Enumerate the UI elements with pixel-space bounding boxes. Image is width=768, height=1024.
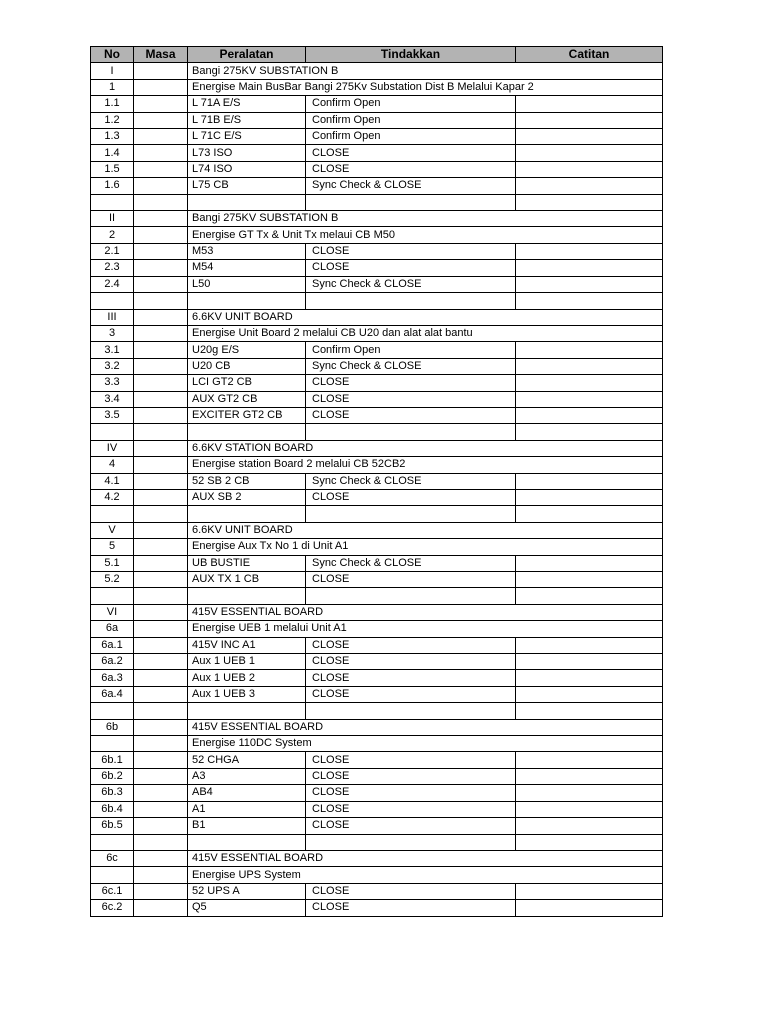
- cell-no: 5: [91, 539, 134, 555]
- cell-tindakkan: CLOSE: [306, 654, 516, 670]
- cell-catitan: [516, 145, 663, 161]
- cell-masa: [134, 293, 188, 309]
- table-row: [91, 145, 663, 161]
- cell-no: V: [91, 522, 134, 538]
- table-row: [91, 883, 663, 899]
- cell-tindakkan: CLOSE: [306, 785, 516, 801]
- cell-no: 1.5: [91, 161, 134, 177]
- cell-catitan: [516, 654, 663, 670]
- cell-no: 6c.2: [91, 900, 134, 916]
- cell-catitan: [516, 391, 663, 407]
- header-peralatan: Peralatan: [188, 47, 306, 63]
- table-row: [91, 752, 663, 768]
- cell-catitan: [516, 489, 663, 505]
- cell-catitan: [516, 588, 663, 604]
- cell-tindakkan: CLOSE: [306, 900, 516, 916]
- cell-description: Bangi 275KV SUBSTATION B: [188, 211, 663, 227]
- cell-peralatan: [188, 588, 306, 604]
- table-row: [91, 473, 663, 489]
- header-catitan: Catitan: [516, 47, 663, 63]
- cell-tindakkan: CLOSE: [306, 752, 516, 768]
- cell-catitan: [516, 506, 663, 522]
- cell-no: 6a.3: [91, 670, 134, 686]
- cell-masa: [134, 489, 188, 505]
- cell-catitan: [516, 375, 663, 391]
- cell-masa: [134, 522, 188, 538]
- cell-masa: [134, 785, 188, 801]
- cell-no: 6a.1: [91, 637, 134, 653]
- cell-no: 4.1: [91, 473, 134, 489]
- cell-tindakkan: CLOSE: [306, 883, 516, 899]
- cell-masa: [134, 260, 188, 276]
- table-row: [91, 768, 663, 784]
- cell-masa: [134, 834, 188, 850]
- cell-peralatan: LCI GT2 CB: [188, 375, 306, 391]
- cell-peralatan: L50: [188, 276, 306, 292]
- table-row: [91, 407, 663, 423]
- spacer-row: [91, 588, 663, 604]
- cell-description: Energise GT Tx & Unit Tx melaui CB M50: [188, 227, 663, 243]
- cell-no: 5.1: [91, 555, 134, 571]
- table-body: [91, 63, 663, 916]
- section-row: [91, 522, 663, 538]
- cell-peralatan: [188, 506, 306, 522]
- cell-masa: [134, 801, 188, 817]
- cell-description: 6.6KV STATION BOARD: [188, 440, 663, 456]
- cell-tindakkan: Sync Check & CLOSE: [306, 473, 516, 489]
- cell-masa: [134, 572, 188, 588]
- cell-no: I: [91, 63, 134, 79]
- header-no: No: [91, 47, 134, 63]
- cell-tindakkan: CLOSE: [306, 686, 516, 702]
- cell-masa: [134, 63, 188, 79]
- cell-peralatan: A1: [188, 801, 306, 817]
- cell-no: 6b.5: [91, 818, 134, 834]
- switching-procedure-table: [90, 46, 663, 917]
- cell-peralatan: [188, 834, 306, 850]
- cell-peralatan: AUX SB 2: [188, 489, 306, 505]
- cell-catitan: [516, 260, 663, 276]
- cell-tindakkan: [306, 703, 516, 719]
- cell-masa: [134, 194, 188, 210]
- cell-tindakkan: CLOSE: [306, 637, 516, 653]
- cell-description: Energise station Board 2 melalui CB 52CB2: [188, 457, 663, 473]
- cell-masa: [134, 670, 188, 686]
- cell-description: Energise Unit Board 2 melalui CB U20 dan alat alat bantu: [188, 325, 663, 341]
- cell-no: [91, 867, 134, 883]
- cell-tindakkan: Sync Check & CLOSE: [306, 555, 516, 571]
- cell-tindakkan: Sync Check & CLOSE: [306, 276, 516, 292]
- table-row: [91, 342, 663, 358]
- cell-tindakkan: CLOSE: [306, 145, 516, 161]
- cell-catitan: [516, 129, 663, 145]
- cell-catitan: [516, 342, 663, 358]
- cell-catitan: [516, 768, 663, 784]
- cell-tindakkan: CLOSE: [306, 243, 516, 259]
- cell-no: 3.1: [91, 342, 134, 358]
- cell-tindakkan: CLOSE: [306, 407, 516, 423]
- cell-catitan: [516, 473, 663, 489]
- cell-peralatan: EXCITER GT2 CB: [188, 407, 306, 423]
- cell-no: 6b.3: [91, 785, 134, 801]
- cell-tindakkan: CLOSE: [306, 391, 516, 407]
- cell-catitan: [516, 161, 663, 177]
- cell-no: 1: [91, 79, 134, 95]
- cell-tindakkan: CLOSE: [306, 260, 516, 276]
- cell-peralatan: M54: [188, 260, 306, 276]
- table-row: [91, 555, 663, 571]
- header-tindakkan: Tindakkan: [306, 47, 516, 63]
- table-row: [91, 112, 663, 128]
- table-row: [91, 900, 663, 916]
- table-row: [91, 572, 663, 588]
- cell-no: 3: [91, 325, 134, 341]
- cell-peralatan: L75 CB: [188, 178, 306, 194]
- section-row: [91, 325, 663, 341]
- cell-masa: [134, 276, 188, 292]
- section-row: [91, 79, 663, 95]
- cell-tindakkan: Confirm Open: [306, 342, 516, 358]
- table-row: [91, 96, 663, 112]
- cell-peralatan: L 71B E/S: [188, 112, 306, 128]
- spacer-row: [91, 194, 663, 210]
- cell-tindakkan: CLOSE: [306, 768, 516, 784]
- cell-catitan: [516, 883, 663, 899]
- cell-catitan: [516, 703, 663, 719]
- cell-masa: [134, 703, 188, 719]
- cell-no: [91, 293, 134, 309]
- cell-no: 6a.4: [91, 686, 134, 702]
- cell-masa: [134, 719, 188, 735]
- cell-masa: [134, 309, 188, 325]
- cell-masa: [134, 227, 188, 243]
- cell-no: 1.2: [91, 112, 134, 128]
- cell-no: VI: [91, 604, 134, 620]
- section-row: [91, 539, 663, 555]
- section-row: [91, 604, 663, 620]
- cell-no: 6a: [91, 621, 134, 637]
- cell-masa: [134, 161, 188, 177]
- section-row: [91, 63, 663, 79]
- cell-masa: [134, 506, 188, 522]
- cell-no: 6c: [91, 850, 134, 866]
- cell-peralatan: AUX TX 1 CB: [188, 572, 306, 588]
- cell-description: Energise UEB 1 melalui Unit A1: [188, 621, 663, 637]
- cell-tindakkan: CLOSE: [306, 801, 516, 817]
- cell-masa: [134, 424, 188, 440]
- cell-catitan: [516, 293, 663, 309]
- section-row: [91, 227, 663, 243]
- cell-no: 6b.4: [91, 801, 134, 817]
- cell-catitan: [516, 555, 663, 571]
- table-row: [91, 129, 663, 145]
- cell-description: Energise UPS System: [188, 867, 663, 883]
- cell-masa: [134, 588, 188, 604]
- cell-tindakkan: CLOSE: [306, 375, 516, 391]
- cell-no: 6a.2: [91, 654, 134, 670]
- section-row: [91, 736, 663, 752]
- cell-description: Energise Main BusBar Bangi 275Kv Substation Dist B Melalui Kapar 2: [188, 79, 663, 95]
- cell-description: Energise 110DC System: [188, 736, 663, 752]
- cell-masa: [134, 243, 188, 259]
- cell-catitan: [516, 276, 663, 292]
- cell-catitan: [516, 407, 663, 423]
- cell-catitan: [516, 834, 663, 850]
- cell-peralatan: L74 ISO: [188, 161, 306, 177]
- cell-masa: [134, 604, 188, 620]
- table-row: [91, 260, 663, 276]
- cell-no: 5.2: [91, 572, 134, 588]
- cell-peralatan: UB BUSTIE: [188, 555, 306, 571]
- spacer-row: [91, 293, 663, 309]
- cell-no: 3.2: [91, 358, 134, 374]
- cell-peralatan: AB4: [188, 785, 306, 801]
- cell-masa: [134, 96, 188, 112]
- cell-no: [91, 424, 134, 440]
- cell-catitan: [516, 686, 663, 702]
- cell-no: [91, 736, 134, 752]
- cell-masa: [134, 391, 188, 407]
- cell-tindakkan: [306, 424, 516, 440]
- table-row: [91, 686, 663, 702]
- cell-peralatan: 52 SB 2 CB: [188, 473, 306, 489]
- section-row: [91, 457, 663, 473]
- spacer-row: [91, 424, 663, 440]
- cell-description: Bangi 275KV SUBSTATION B: [188, 63, 663, 79]
- cell-masa: [134, 621, 188, 637]
- cell-masa: [134, 358, 188, 374]
- cell-masa: [134, 555, 188, 571]
- cell-no: [91, 194, 134, 210]
- cell-masa: [134, 79, 188, 95]
- cell-masa: [134, 129, 188, 145]
- cell-no: 3.5: [91, 407, 134, 423]
- cell-no: 1.1: [91, 96, 134, 112]
- section-row: [91, 440, 663, 456]
- header-row: [91, 47, 663, 63]
- cell-peralatan: B1: [188, 818, 306, 834]
- cell-tindakkan: Confirm Open: [306, 96, 516, 112]
- cell-masa: [134, 850, 188, 866]
- cell-no: 1.6: [91, 178, 134, 194]
- cell-description: 415V ESSENTIAL BOARD: [188, 604, 663, 620]
- cell-no: [91, 703, 134, 719]
- cell-peralatan: Aux 1 UEB 3: [188, 686, 306, 702]
- cell-masa: [134, 178, 188, 194]
- section-row: [91, 621, 663, 637]
- cell-masa: [134, 752, 188, 768]
- cell-peralatan: L73 ISO: [188, 145, 306, 161]
- cell-no: 1.4: [91, 145, 134, 161]
- cell-tindakkan: [306, 834, 516, 850]
- cell-peralatan: 415V INC A1: [188, 637, 306, 653]
- table-row: [91, 637, 663, 653]
- cell-peralatan: Aux 1 UEB 2: [188, 670, 306, 686]
- cell-no: 2: [91, 227, 134, 243]
- cell-no: 6b.1: [91, 752, 134, 768]
- table-row: [91, 391, 663, 407]
- cell-masa: [134, 736, 188, 752]
- cell-no: 6c.1: [91, 883, 134, 899]
- cell-catitan: [516, 358, 663, 374]
- table-row: [91, 276, 663, 292]
- cell-peralatan: A3: [188, 768, 306, 784]
- cell-tindakkan: Sync Check & CLOSE: [306, 178, 516, 194]
- cell-tindakkan: CLOSE: [306, 161, 516, 177]
- cell-catitan: [516, 178, 663, 194]
- section-row: [91, 719, 663, 735]
- cell-masa: [134, 637, 188, 653]
- cell-peralatan: [188, 703, 306, 719]
- table-row: [91, 785, 663, 801]
- cell-tindakkan: [306, 506, 516, 522]
- cell-description: 6.6KV UNIT BOARD: [188, 309, 663, 325]
- cell-description: 415V ESSENTIAL BOARD: [188, 850, 663, 866]
- cell-masa: [134, 457, 188, 473]
- cell-masa: [134, 145, 188, 161]
- cell-tindakkan: [306, 293, 516, 309]
- cell-no: II: [91, 211, 134, 227]
- table-row: [91, 358, 663, 374]
- table-row: [91, 243, 663, 259]
- table-row: [91, 818, 663, 834]
- cell-tindakkan: CLOSE: [306, 572, 516, 588]
- cell-no: [91, 506, 134, 522]
- cell-peralatan: 52 CHGA: [188, 752, 306, 768]
- cell-catitan: [516, 194, 663, 210]
- cell-catitan: [516, 112, 663, 128]
- cell-catitan: [516, 572, 663, 588]
- section-row: [91, 211, 663, 227]
- table-row: [91, 801, 663, 817]
- spacer-row: [91, 506, 663, 522]
- cell-tindakkan: [306, 588, 516, 604]
- cell-masa: [134, 867, 188, 883]
- table-row: [91, 489, 663, 505]
- spacer-row: [91, 703, 663, 719]
- cell-catitan: [516, 243, 663, 259]
- cell-description: 415V ESSENTIAL BOARD: [188, 719, 663, 735]
- cell-masa: [134, 325, 188, 341]
- section-row: [91, 867, 663, 883]
- cell-catitan: [516, 801, 663, 817]
- cell-peralatan: U20g E/S: [188, 342, 306, 358]
- cell-peralatan: M53: [188, 243, 306, 259]
- cell-catitan: [516, 424, 663, 440]
- cell-catitan: [516, 818, 663, 834]
- cell-no: 6b.2: [91, 768, 134, 784]
- cell-peralatan: 52 UPS A: [188, 883, 306, 899]
- cell-tindakkan: CLOSE: [306, 818, 516, 834]
- section-row: [91, 309, 663, 325]
- table-row: [91, 654, 663, 670]
- cell-catitan: [516, 900, 663, 916]
- cell-masa: [134, 375, 188, 391]
- cell-no: 4: [91, 457, 134, 473]
- cell-description: Energise Aux Tx No 1 di Unit A1: [188, 539, 663, 555]
- cell-peralatan: [188, 293, 306, 309]
- spacer-row: [91, 834, 663, 850]
- cell-masa: [134, 473, 188, 489]
- cell-masa: [134, 112, 188, 128]
- cell-masa: [134, 818, 188, 834]
- cell-catitan: [516, 752, 663, 768]
- cell-no: III: [91, 309, 134, 325]
- cell-peralatan: [188, 424, 306, 440]
- cell-tindakkan: Sync Check & CLOSE: [306, 358, 516, 374]
- cell-no: [91, 588, 134, 604]
- cell-no: [91, 834, 134, 850]
- cell-tindakkan: [306, 194, 516, 210]
- cell-no: 3.4: [91, 391, 134, 407]
- cell-masa: [134, 539, 188, 555]
- cell-masa: [134, 440, 188, 456]
- cell-catitan: [516, 785, 663, 801]
- table-row: [91, 161, 663, 177]
- cell-masa: [134, 883, 188, 899]
- cell-masa: [134, 654, 188, 670]
- cell-description: 6.6KV UNIT BOARD: [188, 522, 663, 538]
- cell-no: 4.2: [91, 489, 134, 505]
- cell-tindakkan: CLOSE: [306, 489, 516, 505]
- table-row: [91, 375, 663, 391]
- cell-masa: [134, 768, 188, 784]
- cell-masa: [134, 407, 188, 423]
- cell-no: 2.4: [91, 276, 134, 292]
- section-row: [91, 850, 663, 866]
- cell-masa: [134, 211, 188, 227]
- cell-no: 2.1: [91, 243, 134, 259]
- cell-tindakkan: CLOSE: [306, 670, 516, 686]
- cell-peralatan: U20 CB: [188, 358, 306, 374]
- cell-peralatan: L 71C E/S: [188, 129, 306, 145]
- cell-no: 1.3: [91, 129, 134, 145]
- table-row: [91, 178, 663, 194]
- cell-tindakkan: Confirm Open: [306, 129, 516, 145]
- cell-tindakkan: Confirm Open: [306, 112, 516, 128]
- cell-no: 2.3: [91, 260, 134, 276]
- cell-no: 3.3: [91, 375, 134, 391]
- cell-no: IV: [91, 440, 134, 456]
- cell-masa: [134, 900, 188, 916]
- cell-no: 6b: [91, 719, 134, 735]
- table-row: [91, 670, 663, 686]
- cell-peralatan: Q5: [188, 900, 306, 916]
- cell-masa: [134, 342, 188, 358]
- cell-masa: [134, 686, 188, 702]
- cell-peralatan: L 71A E/S: [188, 96, 306, 112]
- cell-catitan: [516, 637, 663, 653]
- cell-peralatan: [188, 194, 306, 210]
- cell-catitan: [516, 670, 663, 686]
- cell-catitan: [516, 96, 663, 112]
- cell-peralatan: Aux 1 UEB 1: [188, 654, 306, 670]
- header-masa: Masa: [134, 47, 188, 63]
- cell-peralatan: AUX GT2 CB: [188, 391, 306, 407]
